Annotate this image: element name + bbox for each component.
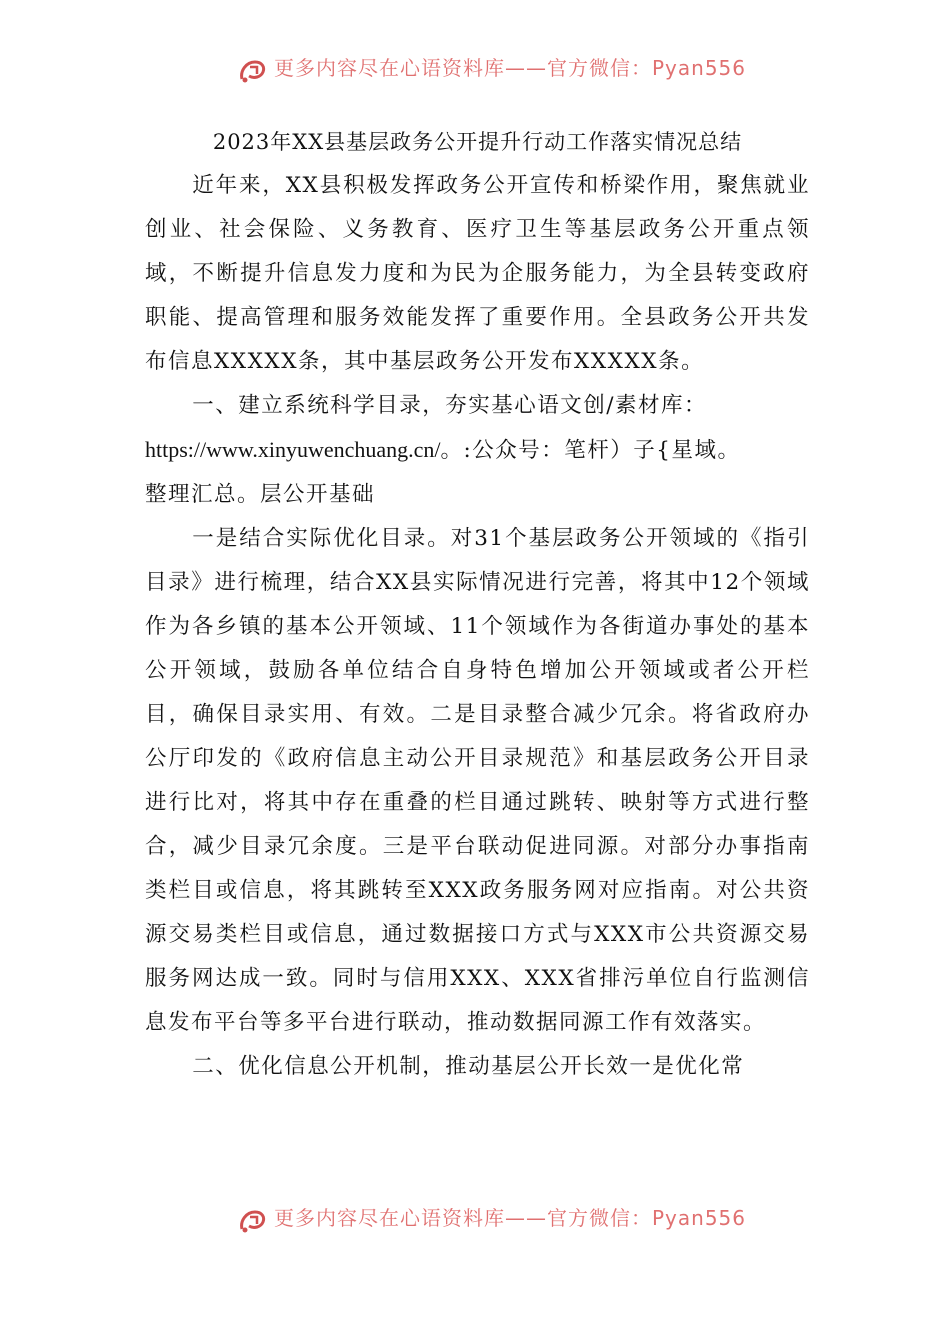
section-heading-1 [145, 384, 810, 517]
logo-icon [238, 1207, 268, 1235]
paragraph-section-1: 一是结合实际优化目录。对31个基层政务公开领域的《指引目录》进行梳理，结合XX县实际情况进行完善，将其中12个领域作为各乡镇的基本公开领域、11个领域作为各街道办事处的基本公开领域，鼓励各单位结合自身特色增加公开领域或者公开栏目，确保目录实用、有效。二是目录整合减少冗余。将省政府办公厅印发的《政府信息主动公开目录规范》和基层政务公开目录进行比对，将其中存在重叠的栏目通过跳转、映射等方式进行整合，减少目录冗余度。三是平台联动促进同源。对部分办事指南类栏目或信息，将其跳转至XXX政务服务网对应指南。对公共资源交易类栏目或信息，通过数据接口方式与XXX市公共资源交易服务网达成一致。同时与信用XXX、XXX省排污单位自行监测信息发布平台等多平台进行联动，推动数据同源工作有效落实。 [145, 526, 810, 1035]
section-heading-1-end: 整理汇总。层公开基础 [145, 482, 376, 507]
header-watermark [0, 50, 950, 90]
logo-icon [238, 57, 268, 85]
section-heading-1-text: 一、建立系统科学目录，夯实基心语文创/素材库： [192, 393, 708, 418]
watermark-text: 更多内容尽在心语资料库——官方微信：Pyan556 [274, 1206, 747, 1230]
footer-watermark [0, 1200, 950, 1240]
watermark-text: 更多内容尽在心语资料库——官方微信：Pyan556 [274, 56, 747, 80]
embedded-url: https://www.xinyuwenchuang.cn/ [145, 437, 441, 462]
section-heading-1-tail: 。:公众号：笔杆）子{星域。 [440, 438, 741, 463]
document-body [145, 120, 810, 1089]
document-title: 2023年XX县基层政务公开提升行动工作落实情况总结 [212, 130, 743, 154]
section-heading-2: 二、优化信息公开机制，推动基层公开长效一是优化常 [192, 1054, 745, 1079]
paragraph-intro: 近年来，XX县积极发挥政务公开宣传和桥梁作用，聚焦就业创业、社会保险、义务教育、医疗卫生等基层政务公开重点领域，不断提升信息发力度和为民为企服务能力，为全县转变政府职能、提高管理和服务效能发挥了重要作用。全县政务公开共发布信息XXXXX条，其中基层政务公开发布XXXXX条。 [145, 173, 810, 374]
